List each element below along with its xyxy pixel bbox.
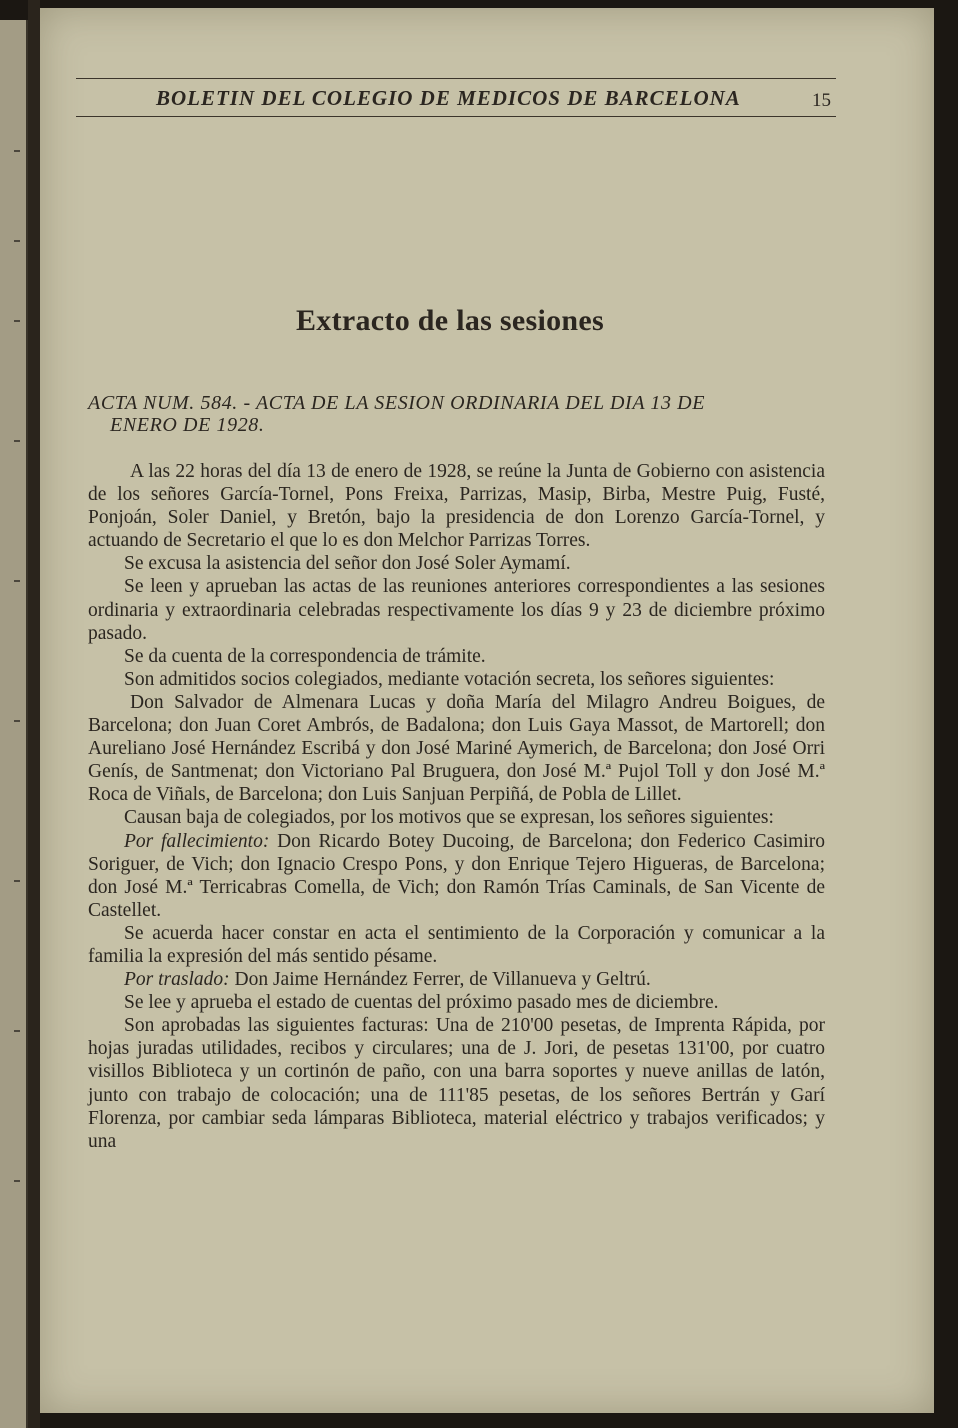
acta-heading-line-2: ENERO DE 1928. — [110, 414, 265, 436]
margin-mark — [14, 320, 20, 322]
fallecimiento-text: Don Ricardo Botey Ducoing, de Barcelona; don Federico Casimiro Soriguer, de Vich; don Ignacio Crespo Pons, y don Enrique Tejero Higueras, de Barcelona; don José M.ª Terricabras Comella, de Vich; don Ramón Trías Caminals, de San Vicente de Castellet. — [88, 830, 825, 921]
paragraph-opening: A las 22 horas del día 13 de enero de 1928, se reúne la Junta de Gobierno con asistencia de los señores García-Tornel, Pons Freixa, Parrizas, Masip, Birba, Mestre Puig, Fusté, Ponjoán, Soler Daniel, y Bretón, bajo la presidencia de don Lorenzo García-Tornel, y actuando de Secretario el que lo es don Melchor Parrizas Torres. — [88, 461, 825, 552]
traslado-label: Por traslado: — [124, 969, 230, 991]
margin-mark — [14, 880, 20, 882]
acta-body — [88, 460, 825, 1153]
book-spine — [28, 0, 40, 1428]
acta-heading-line-1: ACTA NUM. 584. - ACTA DE LA SESION ORDINARIA DEL DIA 13 DE — [88, 392, 706, 414]
document-page — [40, 8, 934, 1413]
paragraph-traslado — [88, 968, 825, 991]
margin-mark — [14, 1030, 20, 1032]
header-rule-top — [76, 78, 836, 79]
fallecimiento-label: Por fallecimiento: — [124, 830, 270, 852]
margin-mark — [14, 580, 20, 582]
paragraph-admitidos: Son admitidos socios colegiados, mediante votación secreta, los señores siguientes: — [124, 668, 775, 690]
journal-title: BOLETIN DEL COLEGIO DE MEDICOS DE BARCELONA — [156, 86, 741, 110]
section-title: Extracto de las sesiones — [295, 304, 604, 337]
paragraph-bajas: Causan baja de colegiados, por los motivos que se expresan, los señores siguientes: — [124, 807, 774, 829]
margin-mark — [14, 1180, 20, 1182]
paragraph-facturas: Son aprobadas las siguientes facturas: Una de 210'00 pesetas, de Imprenta Rápida, por hojas juradas utilidades, recibos y circulares; una de J. Jori, de pesetas 131'00, por cuatro visillos Biblioteca y un cortinón de paño, con una barra soportes y nueve anillas de latón, junto con trabajo de colocación; una de 111'85 pesetas, de los señores Bertrán y Garí Florenza, por cambiar seda lámparas Biblioteca, material eléctrico y trabajos verificados; y una — [88, 1015, 825, 1152]
adjacent-page-edge — [0, 20, 28, 1428]
paragraph-pesame: Se acuerda hacer constar en acta el sentimiento de la Corporación y comunicar a la familia la expresión del más sentido pésame. — [88, 922, 825, 967]
paragraph-cuentas: Se lee y aprueba el estado de cuentas del próximo pasado mes de diciembre. — [124, 992, 719, 1014]
traslado-text: Don Jaime Hernández Ferrer, de Villanueva y Geltrú. — [229, 969, 651, 991]
paragraph-correspondencia: Se da cuenta de la correspondencia de trámite. — [124, 645, 486, 667]
acta-heading — [88, 392, 828, 436]
margin-mark — [14, 440, 20, 442]
header-rule-bottom — [76, 116, 836, 117]
margin-mark — [14, 240, 20, 242]
paragraph-actas: Se leen y aprueban las actas de las reuniones anteriores correspondientes a las sesiones ordinaria y extraordinaria celebradas respectivamente los días 9 y 23 de diciembre próximo pasado. — [88, 576, 825, 644]
paragraph-fallecimiento — [88, 830, 825, 922]
paragraph-excusa: Se excusa la asistencia del señor don José Soler Aymamí. — [124, 553, 571, 575]
page-number: 15 — [812, 90, 831, 111]
paragraph-admitidos-list: Don Salvador de Almenara Lucas y doña María del Milagro Andreu Boigues, de Barcelona; don Juan Coret Ambrós, de Badalona; don Luis Gaya Massot, de Martorell; don Aureliano José Hernández Escribá y don José Mariné Aymerich, de Barcelona; don José Orri Genís, de Santmenat; don Victoriano Pal Bruguera, don José M.ª Pujol Toll y don José M.ª Roca de Viñals, de Barcelona; don Luis Sanjuan Perpiñá, de Pobla de Lillet. — [88, 691, 825, 806]
margin-mark — [14, 150, 20, 152]
margin-mark — [14, 720, 20, 722]
